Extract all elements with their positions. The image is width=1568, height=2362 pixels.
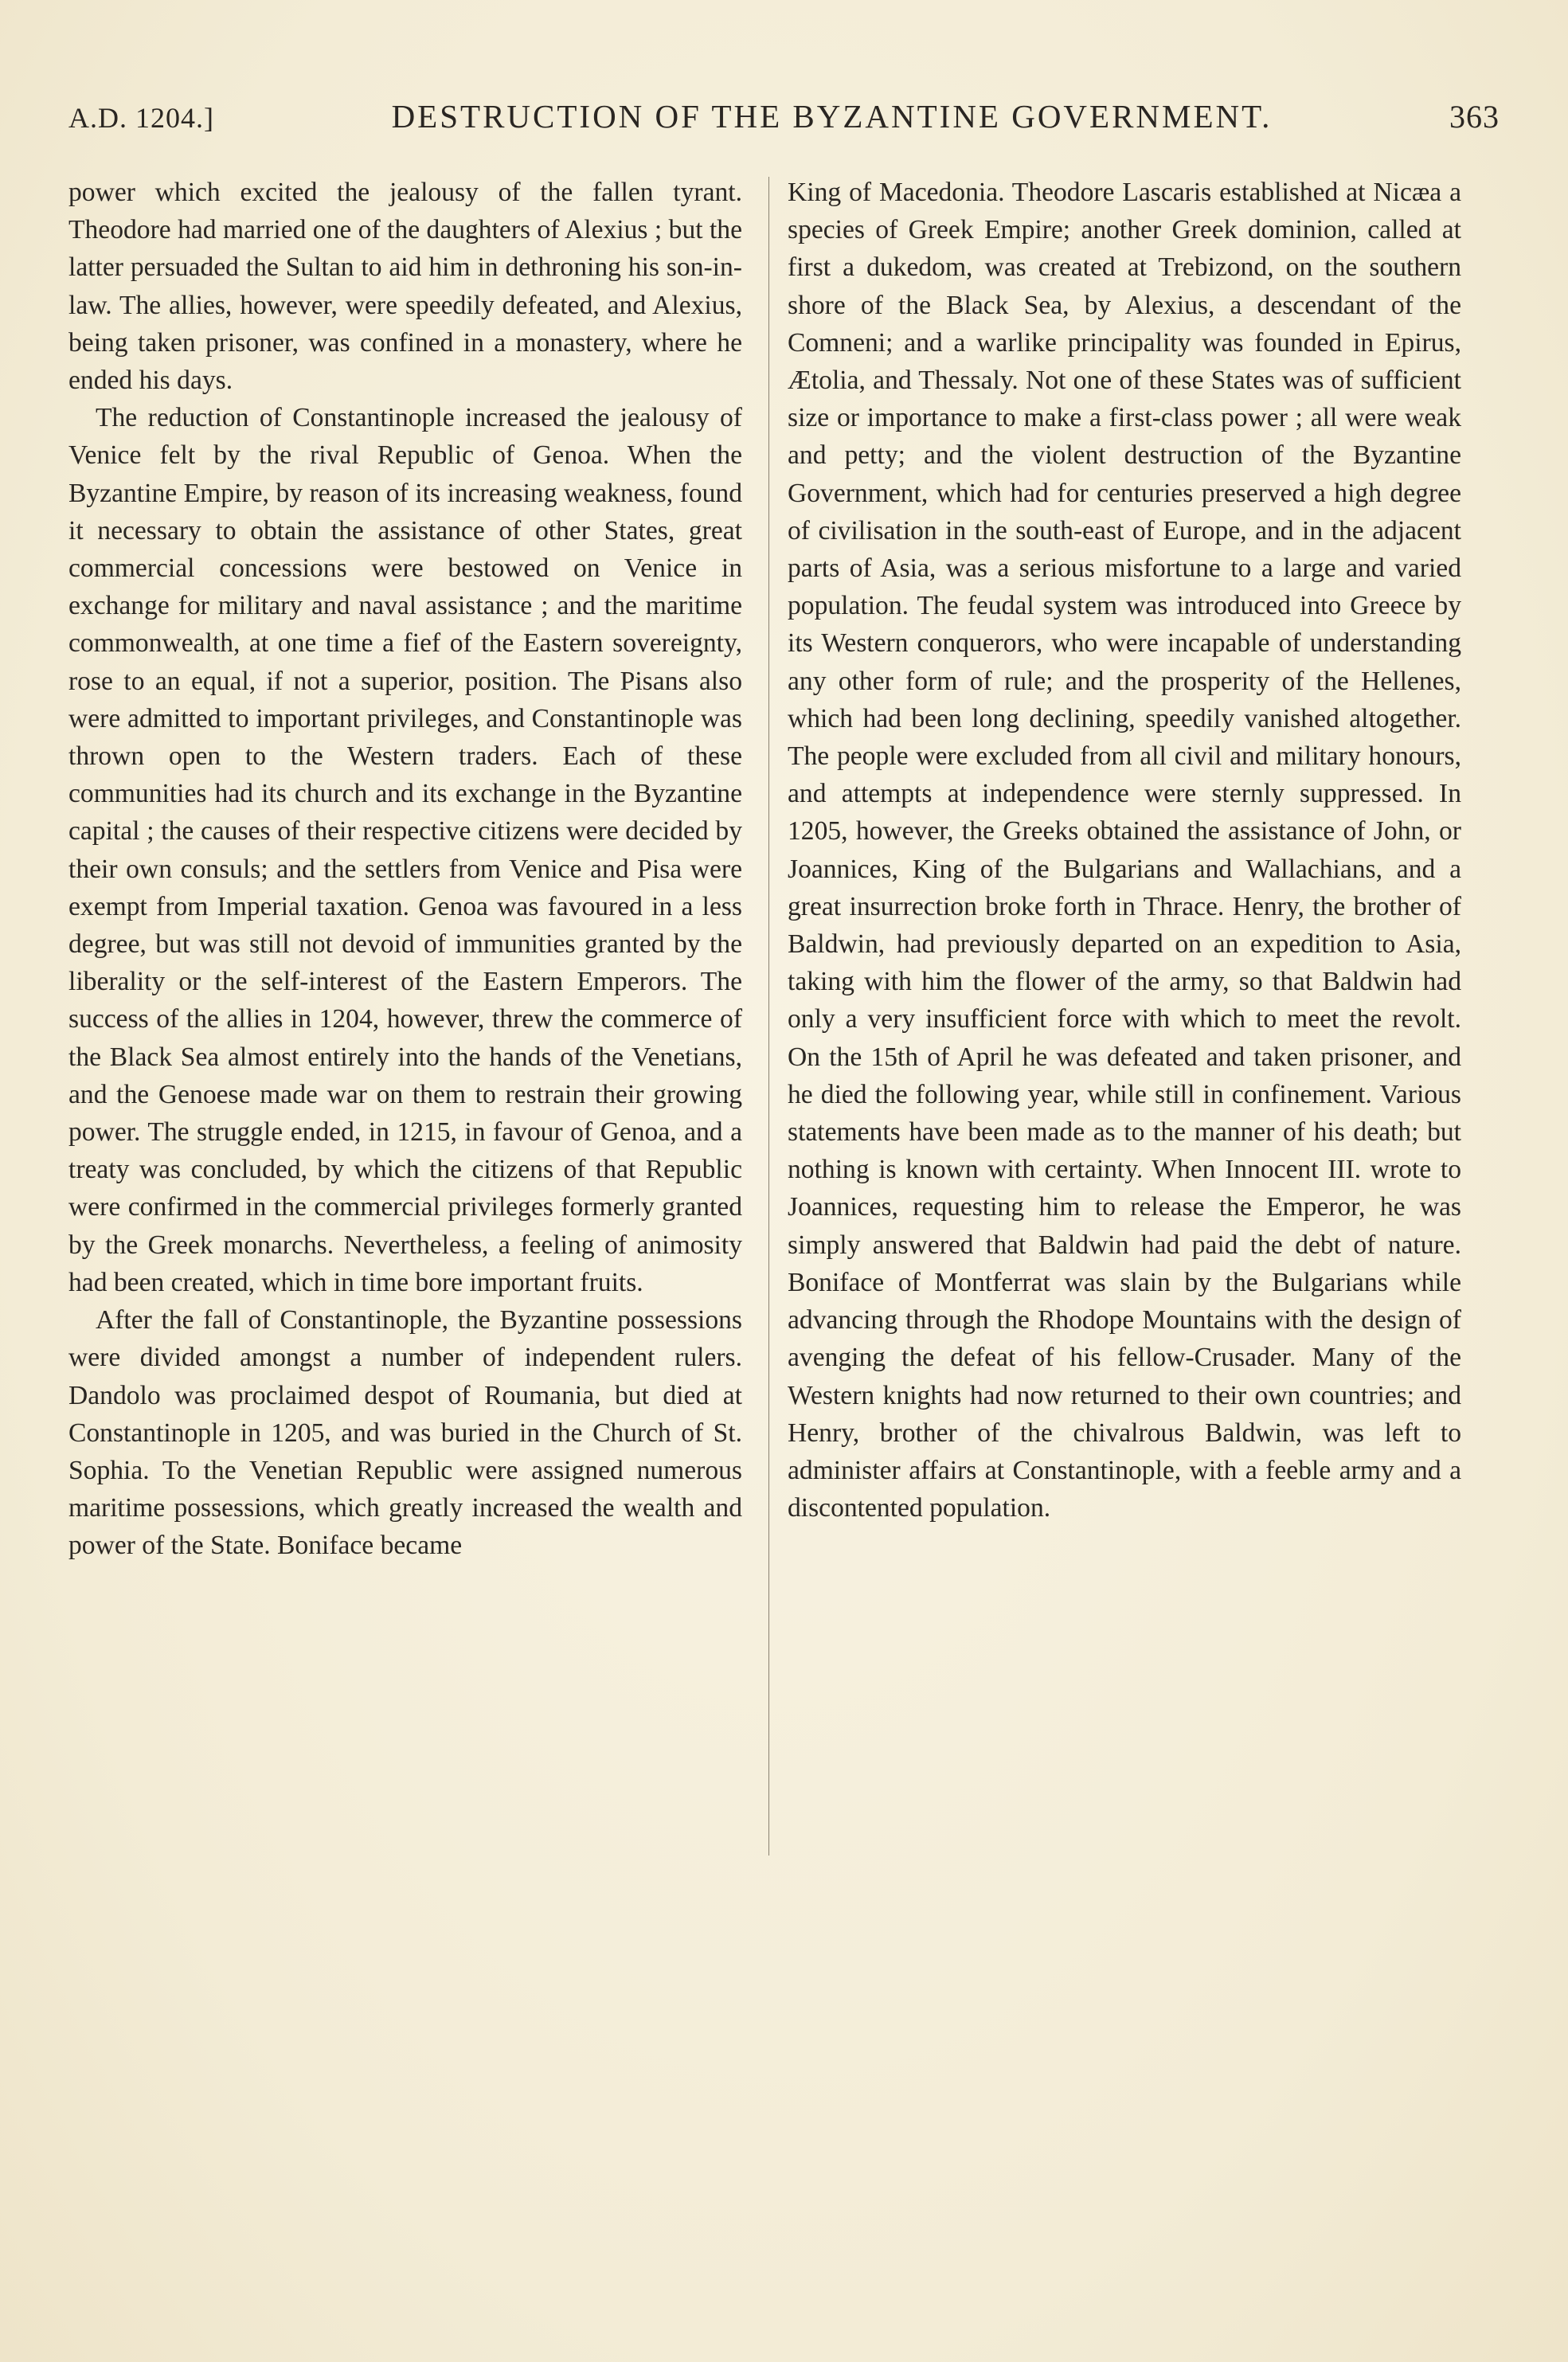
page-number: 363 xyxy=(1449,99,1500,135)
column-divider xyxy=(768,177,769,1856)
right-column xyxy=(788,174,1461,1527)
header-date: A.D. 1204.] xyxy=(68,102,214,134)
right-paragraph-1: King of Macedonia. Theodore Lascaris established at Nicæa a species of Greek Empire; another Greek dominion, called at first a dukedom, was created at Trebizond, on the southern shore of the Black Sea, by Alexius, a descendant of the Comneni; and a warlike principality was founded in Epirus, Ætolia, and Thessaly. Not one of these States was of sufficient size or importance to make a first-class power ; all were weak and petty; and the violent destruction of the Byzantine Government, which had for centuries preserved a high degree of civilisation in the south-east of Europe, and in the adjacent parts of Asia, was a serious misfortune to a large and varied population. The feudal system was introduced into Greece by its Western conquerors, who were incapable of understanding any other form of rule; and the prosperity of the Hellenes, which had been long declining, speedily vanished altogether. The people were excluded from all civil and military honours, and attempts at independence were sternly suppressed. In 1205, however, the Greeks obtained the assistance of John, or Joannices, King of the Bulgarians and Wallachians, and a great insurrection broke forth in Thrace. Henry, the brother of Baldwin, had previously departed on an expedition to Asia, taking with him the flower of the army, so that Baldwin had only a very insufficient force with which to meet the revolt. On the 15th of April he was defeated and taken prisoner, and he died the following year, while still in confinement. Various statements have been made as to the manner of his death; but nothing is known with certainty. When Innocent III. wrote to Joannices, requesting him to release the Emperor, he was simply answered that Baldwin had paid the debt of nature. Boniface of Montferrat was slain by the Bulgarians while advancing through the Rhodope Mountains with the design of avenging the defeat of his fellow-Crusader. Many of the Western knights had now returned to their own countries; and Henry, brother of the chivalrous Baldwin, was left to administer affairs at Constantinople, with a feeble army and a discontented population. xyxy=(788,178,1461,1523)
running-head xyxy=(68,97,1500,145)
left-column xyxy=(68,174,742,1565)
left-paragraph-3: After the fall of Constantinople, the Byzantine possessions were divided amongst a number of independent rulers. Dandolo was proclaimed despot of Roumania, but died at Constantinople in 1205, and was buried in the Church of St. Sophia. To the Venetian Republic were assigned numerous maritime possessions, which greatly increased the wealth and power of the State. Boniface became xyxy=(68,1305,742,1561)
left-paragraph-1: power which excited the jealousy of the fallen tyrant. Theodore had married one of the daughters of Alexius ; but the latter persuaded the Sultan to aid him in dethroning his son-in-law. The allies, however, were speedily defeated, and Alexius, being taken prisoner, was confined in a monastery, where he ended his days. xyxy=(68,178,742,396)
header-title: DESTRUCTION OF THE BYZANTINE GOVERNMENT. xyxy=(391,98,1273,135)
left-paragraph-2: The reduction of Constantinople increased the jealousy of Venice felt by the rival Republic of Genoa. When the Byzantine Empire, by reason of its increasing weakness, found it necessary to obtain the assistance of other States, great commercial concessions were bestowed on Venice in exchange for military and naval assistance ; and the maritime commonwealth, at one time a fief of the Eastern sovereignty, rose to an equal, if not a superior, position. The Pisans also were admitted to important privileges, and Constantinople was thrown open to the Western traders. Each of these communities had its church and its exchange in the Byzantine capital ; the causes of their respective citizens were decided by their own consuls; and the settlers from Venice and Pisa were exempt from Imperial taxation. Genoa was favoured in a less degree, but was still not devoid of immunities granted by the liberality or the self-interest of the Eastern Emperors. The success of the allies in 1204, however, threw the commerce of the Black Sea almost entirely into the hands of the Venetians, and the Genoese made war on them to restrain their growing power. The struggle ended, in 1215, in favour of Genoa, and a treaty was concluded, by which the citizens of that Republic were confirmed in the commercial privileges formerly granted by the Greek monarchs. Nevertheless, a feeling of animosity had been created, which in time bore important fruits. xyxy=(68,403,742,1297)
